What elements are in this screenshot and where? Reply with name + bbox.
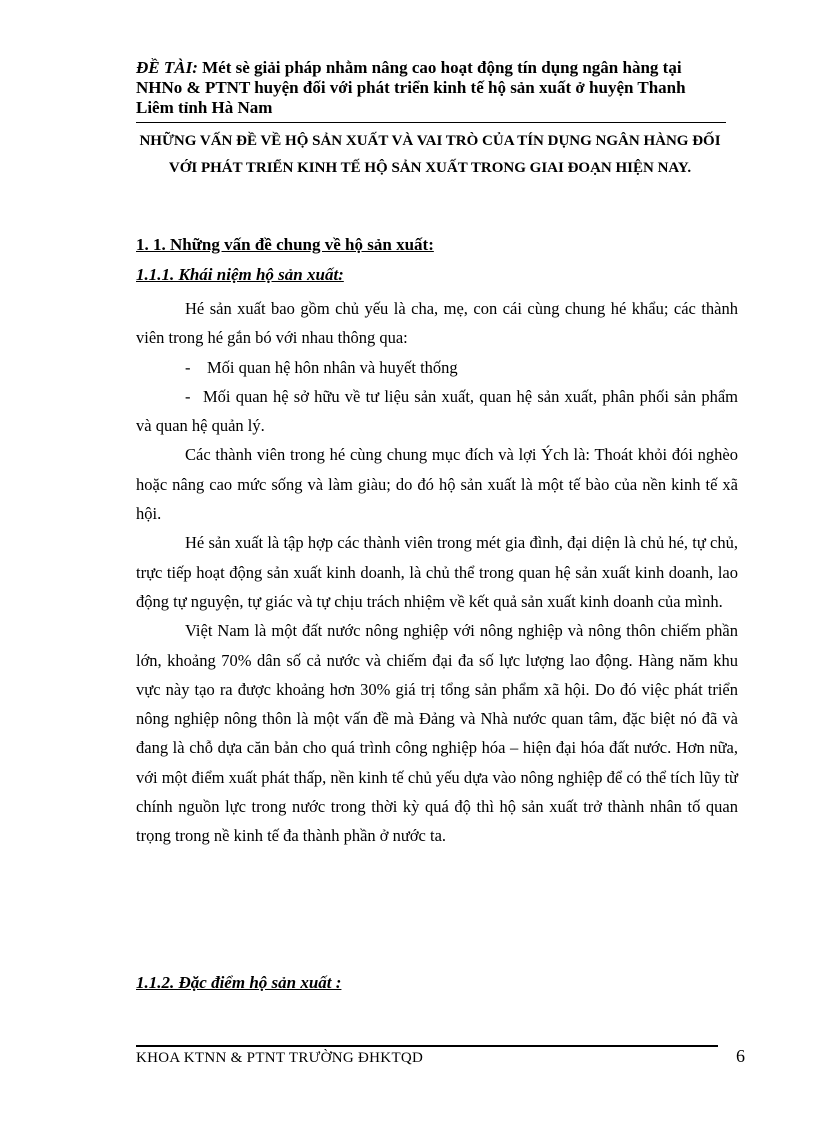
bullet-marker: - <box>185 357 191 377</box>
header-topic: Mét sè giải pháp nhằm nâng cao hoạt động tín dụng ngân hàng tại NHNo & PTNT huyện đối với phát triển kinh tế hộ sản xuất ở huyện Thanh Liêm tỉnh Hà Nam <box>136 58 686 117</box>
footer-text: KHOA KTNN & PTNT TRƯỜNG ĐHKTQD <box>136 1050 424 1066</box>
page-number: 6 <box>736 1046 745 1066</box>
paragraph-2: Các thành viên trong hé cùng chung mục đích và lợi Ých là: Thoát khỏi đói nghèo hoặc nâng cao mức sống và làm giàu; do đó hộ sản xuất là một tế bào của nền kinh tế xã hội. <box>136 445 738 524</box>
bullet-text: Mối quan hệ sở hữu về tư liệu sản xuất, quan hệ sản xuất, phân phối sản phẩm và quan hệ quản lý. <box>136 386 738 436</box>
bullet-item-2 <box>136 382 738 441</box>
chapter-title: NHỮNG VẤN ĐỀ VỀ HỘ SẢN XUẤT VÀ VAI TRÒ CỦA TÍN DỤNG NGÂN HÀNG ĐỐI VỚI PHÁT TRIỂN KINH TẾ HỘ SẢN XUẤT TRONG GIAI ĐOẠN HIỆN NAY. <box>139 133 721 176</box>
section-heading-1-1-2: 1.1.2. Đặc điểm hộ sản xuất : <box>136 973 342 992</box>
paragraph-4: Việt Nam là một đất nước nông nghiệp với nông nghiệp và nông thôn chiếm phần lớn, khoảng 70% dân số cả nước và chiếm đại đa số lực lượng lao động. Hàng năm khu vực này tạo ra được khoảng hơn 30% giá trị tổng sản phẩm xã hội. Do đó việc phát triển nông nghiệp nông thôn là một vấn đề mà Đảng và Nhà nước quan tâm, đặc biệt nó đã và đang là chỗ dựa căn bản cho quá trình công nghiệp hóa – hiện đại hóa đất nước. Hơn nữa, với một điểm xuất phát thấp, nền kinh tế chủ yếu dựa vào nông nghiệp để có thể tích lũy từ chính nguồn lực trong nước trong thời kỳ quá độ thì hộ sản xuất trở thành nhân tố quan trọng trong nề kinh tế đa thành phần ở nước ta. <box>136 621 738 846</box>
body-content <box>136 294 738 851</box>
section-heading-1-1: 1. 1. Những vấn đề chung về hộ sản xuất: <box>136 235 434 254</box>
footer-divider <box>136 1045 718 1047</box>
bullet-text: Mối quan hệ hôn nhân và huyết thống <box>207 357 458 377</box>
paragraph-3: Hé sản xuất là tập hợp các thành viên trong mét gia đình, đại diện là chủ hé, tự chủ, trực tiếp hoạt động sản xuất kinh doanh, là chủ thể trong quan hệ sản xuất kinh doanh, lao động tự nguyện, tự giác và tự chịu trách nhiệm về kết quả sản xuất kinh doanh của mình. <box>136 533 738 611</box>
paragraph-1: Hé sản xuất bao gồm chủ yếu là cha, mẹ, con cái cùng chung hé khẩu; các thành viên trong hé gắn bó với nhau thông qua: <box>136 299 738 348</box>
header-divider <box>136 122 726 123</box>
document-header <box>136 58 726 118</box>
section-heading-1-1-1: 1.1.1. Khái niệm hộ sản xuất: <box>136 265 344 284</box>
bullet-item-1 <box>136 353 738 382</box>
bullet-marker: - <box>185 386 191 406</box>
header-label: ĐỀ TÀI: <box>136 58 198 77</box>
